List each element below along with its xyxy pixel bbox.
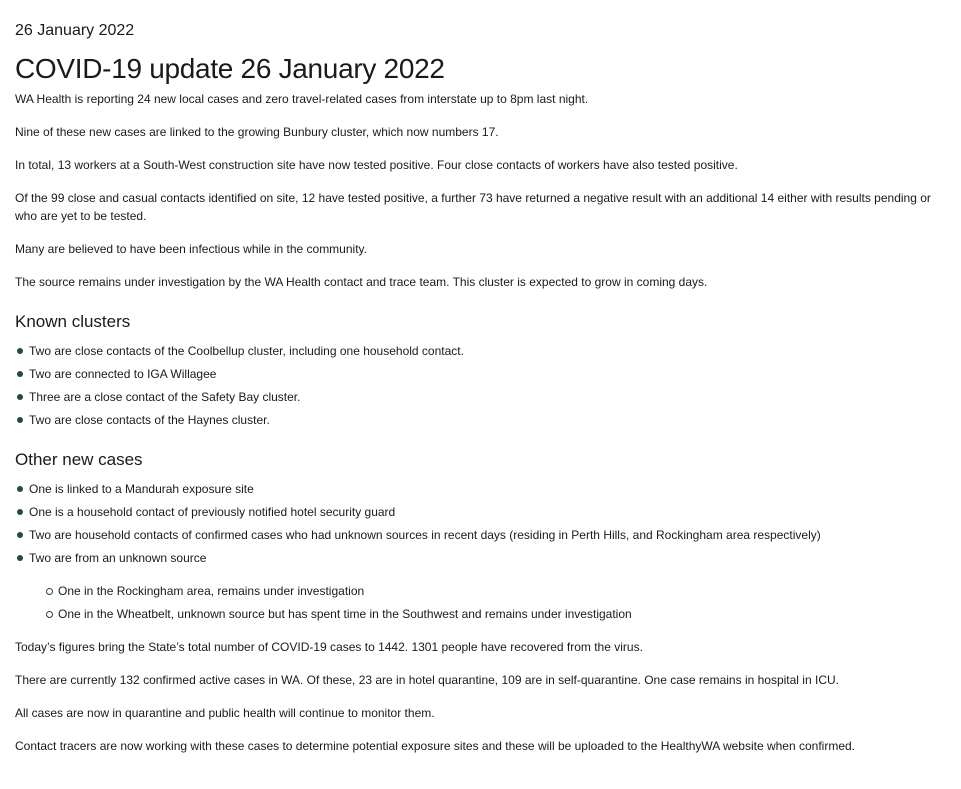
intro-paragraph-1: WA Health is reporting 24 new local cases and zero travel-related cases from interstate up to 8pm last night.	[15, 92, 589, 106]
list-item: Two are close contacts of the Coolbellup cluster, including one household contact.	[15, 342, 946, 360]
list-item: Two are connected to IGA Willagee	[15, 365, 946, 383]
bullet-icon	[17, 371, 23, 377]
bullet-icon	[17, 417, 23, 423]
bullet-icon	[17, 486, 23, 492]
intro-paragraph-2: Nine of these new cases are linked to the growing Bunbury cluster, which now numbers 17.	[15, 125, 499, 139]
page-title: COVID-19 update 26 January 2022	[15, 53, 445, 84]
article-date: 26 January 2022	[15, 22, 135, 39]
bullet-icon	[17, 532, 23, 538]
sub-list-item: One in the Rockingham area, remains under investigation	[44, 582, 946, 600]
bullet-icon	[17, 509, 23, 515]
bullet-icon	[17, 348, 23, 354]
list-item: Two are household contacts of confirmed cases who had unknown sources in recent days (residing in Perth Hills, and Rockingham area respectively)	[15, 526, 946, 544]
closing-paragraph-3: All cases are now in quarantine and public health will continue to monitor them.	[15, 706, 435, 720]
known-clusters-list	[15, 342, 946, 429]
other-cases-heading: Other new cases	[15, 450, 143, 469]
hollow-bullet-icon	[46, 611, 53, 618]
intro-paragraph-6: The source remains under investigation by the WA Health contact and trace team. This cluster is expected to grow in coming days.	[15, 275, 708, 289]
intro-paragraph-5: Many are believed to have been infectious while in the community.	[15, 242, 367, 256]
list-item: One is a household contact of previously notified hotel security guard	[15, 503, 946, 521]
unknown-source-sublist	[15, 582, 946, 623]
closing-paragraph-2: There are currently 132 confirmed active cases in WA. Of these, 23 are in hotel quarantine, 109 are in self-quarantine. One case remains in hospital in ICU.	[15, 673, 839, 687]
known-clusters-heading: Known clusters	[15, 312, 131, 331]
list-item: Three are a close contact of the Safety Bay cluster.	[15, 388, 946, 406]
list-item: Two are from an unknown source	[15, 549, 946, 567]
intro-paragraph-4: Of the 99 close and casual contacts identified on site, 12 have tested positive, a further 73 have returned a negative result with an additional 14 either with results pending or who are yet to be tested.	[15, 191, 931, 223]
bullet-icon	[17, 555, 23, 561]
hollow-bullet-icon	[46, 588, 53, 595]
intro-paragraph-3: In total, 13 workers at a South-West construction site have now tested positive. Four close contacts of workers have also tested positive.	[15, 158, 738, 172]
closing-paragraph-1: Today’s figures bring the State’s total number of COVID-19 cases to 1442. 1301 people have recovered from the virus.	[15, 640, 643, 654]
sub-list-item: One in the Wheatbelt, unknown source but has spent time in the Southwest and remains under investigation	[44, 605, 946, 623]
other-cases-list	[15, 480, 946, 567]
closing-paragraph-4: Contact tracers are now working with these cases to determine potential exposure sites and these will be uploaded to the HealthyWA website when confirmed.	[15, 739, 856, 753]
list-item: One is linked to a Mandurah exposure site	[15, 480, 946, 498]
bullet-icon	[17, 394, 23, 400]
list-item: Two are close contacts of the Haynes cluster.	[15, 411, 946, 429]
